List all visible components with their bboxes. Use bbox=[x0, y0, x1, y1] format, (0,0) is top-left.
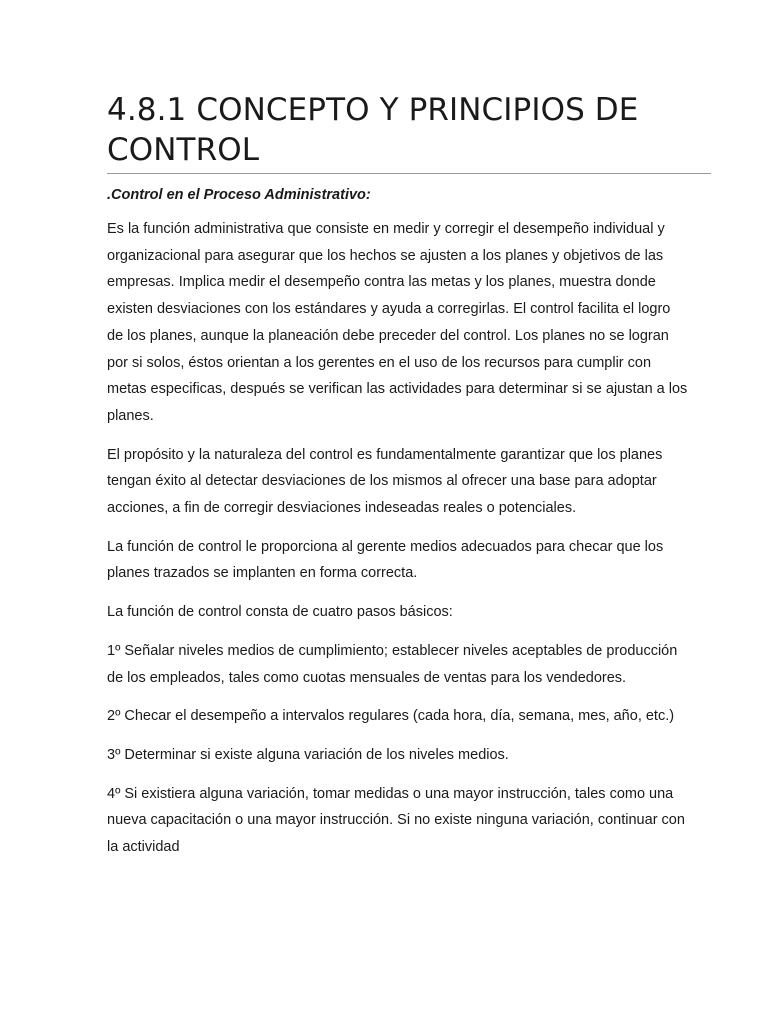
paragraph-line: La función de control consta de cuatro pasos básicos: bbox=[107, 604, 453, 621]
title-divider bbox=[107, 173, 711, 174]
paragraph-line: empresas. Implica medir el desempeño contra las metas y los planes, muestra donde bbox=[107, 274, 656, 291]
paragraph-line: la actividad bbox=[107, 839, 180, 856]
paragraph-line: tengan éxito al detectar desviaciones de los mismos al ofrecer una base para adoptar bbox=[107, 473, 657, 490]
paragraph-line: de los planes, aunque la planeación debe preceder del control. Los planes no se logran bbox=[107, 327, 669, 344]
paragraph-line: Es la función administrativa que consiste en medir y corregir el desempeño individual y bbox=[107, 221, 665, 237]
document-page bbox=[107, 90, 711, 861]
paragraph-line: planes. bbox=[107, 407, 154, 424]
paragraph-line: 4º Si existiera alguna variación, tomar medidas o una mayor instrucción, tales como una bbox=[107, 785, 674, 802]
paragraph-line: 2º Checar el desempeño a intervalos regulares (cada hora, día, semana, mes, año, etc.) bbox=[107, 708, 675, 725]
section-heading: .Control en el Proceso Administrativo: bbox=[107, 187, 371, 203]
step-2 bbox=[107, 703, 711, 730]
paragraph-line: nueva capacitación o una mayor instrucción. Si no existe ninguna variación, continuar con bbox=[107, 812, 685, 829]
paragraph-line: 1º Señalar niveles medios de cumplimiento; establecer niveles aceptables de producción bbox=[107, 642, 678, 659]
paragraph-function bbox=[107, 534, 711, 587]
paragraph-line: El propósito y la naturaleza del control es fundamentalmente garantizar que los planes bbox=[107, 446, 663, 463]
paragraph-line: existen desviaciones con los estándares y ayuda a corregirlas. El control facilita el logro bbox=[107, 301, 671, 318]
paragraph-line: 3º Determinar si existe alguna variación de los niveles medios. bbox=[107, 746, 509, 763]
paragraph-line: organizacional para asegurar que los hechos se ajusten a los planes y objetivos de las bbox=[107, 247, 664, 264]
page-title-line-2: CONTROL bbox=[107, 132, 260, 168]
paragraph-steps-intro bbox=[107, 599, 711, 626]
step-4 bbox=[107, 781, 711, 861]
paragraph-definition bbox=[107, 216, 711, 430]
paragraph-line: metas especificas, después se verifican las actividades para determinar si se ajustan a los bbox=[107, 381, 688, 398]
paragraph-line: acciones, a fin de corregir desviaciones indeseadas reales o potenciales. bbox=[107, 500, 577, 517]
page-title-line-1: 4.8.1 CONCEPTO Y PRINCIPIOS DE bbox=[107, 92, 639, 128]
paragraph-purpose bbox=[107, 442, 711, 522]
step-3 bbox=[107, 742, 711, 769]
paragraph-line: de los empleados, tales como cuotas mensuales de ventas para los vendedores. bbox=[107, 669, 627, 686]
page-title bbox=[107, 90, 711, 173]
paragraph-line: planes trazados se implanten en forma correcta. bbox=[107, 565, 418, 582]
step-1 bbox=[107, 638, 711, 691]
paragraph-line: La función de control le proporciona al gerente medios adecuados para checar que los bbox=[107, 538, 664, 555]
paragraph-line: por si solos, éstos orientan a los gerentes en el uso de los recursos para cumplir con bbox=[107, 354, 652, 371]
